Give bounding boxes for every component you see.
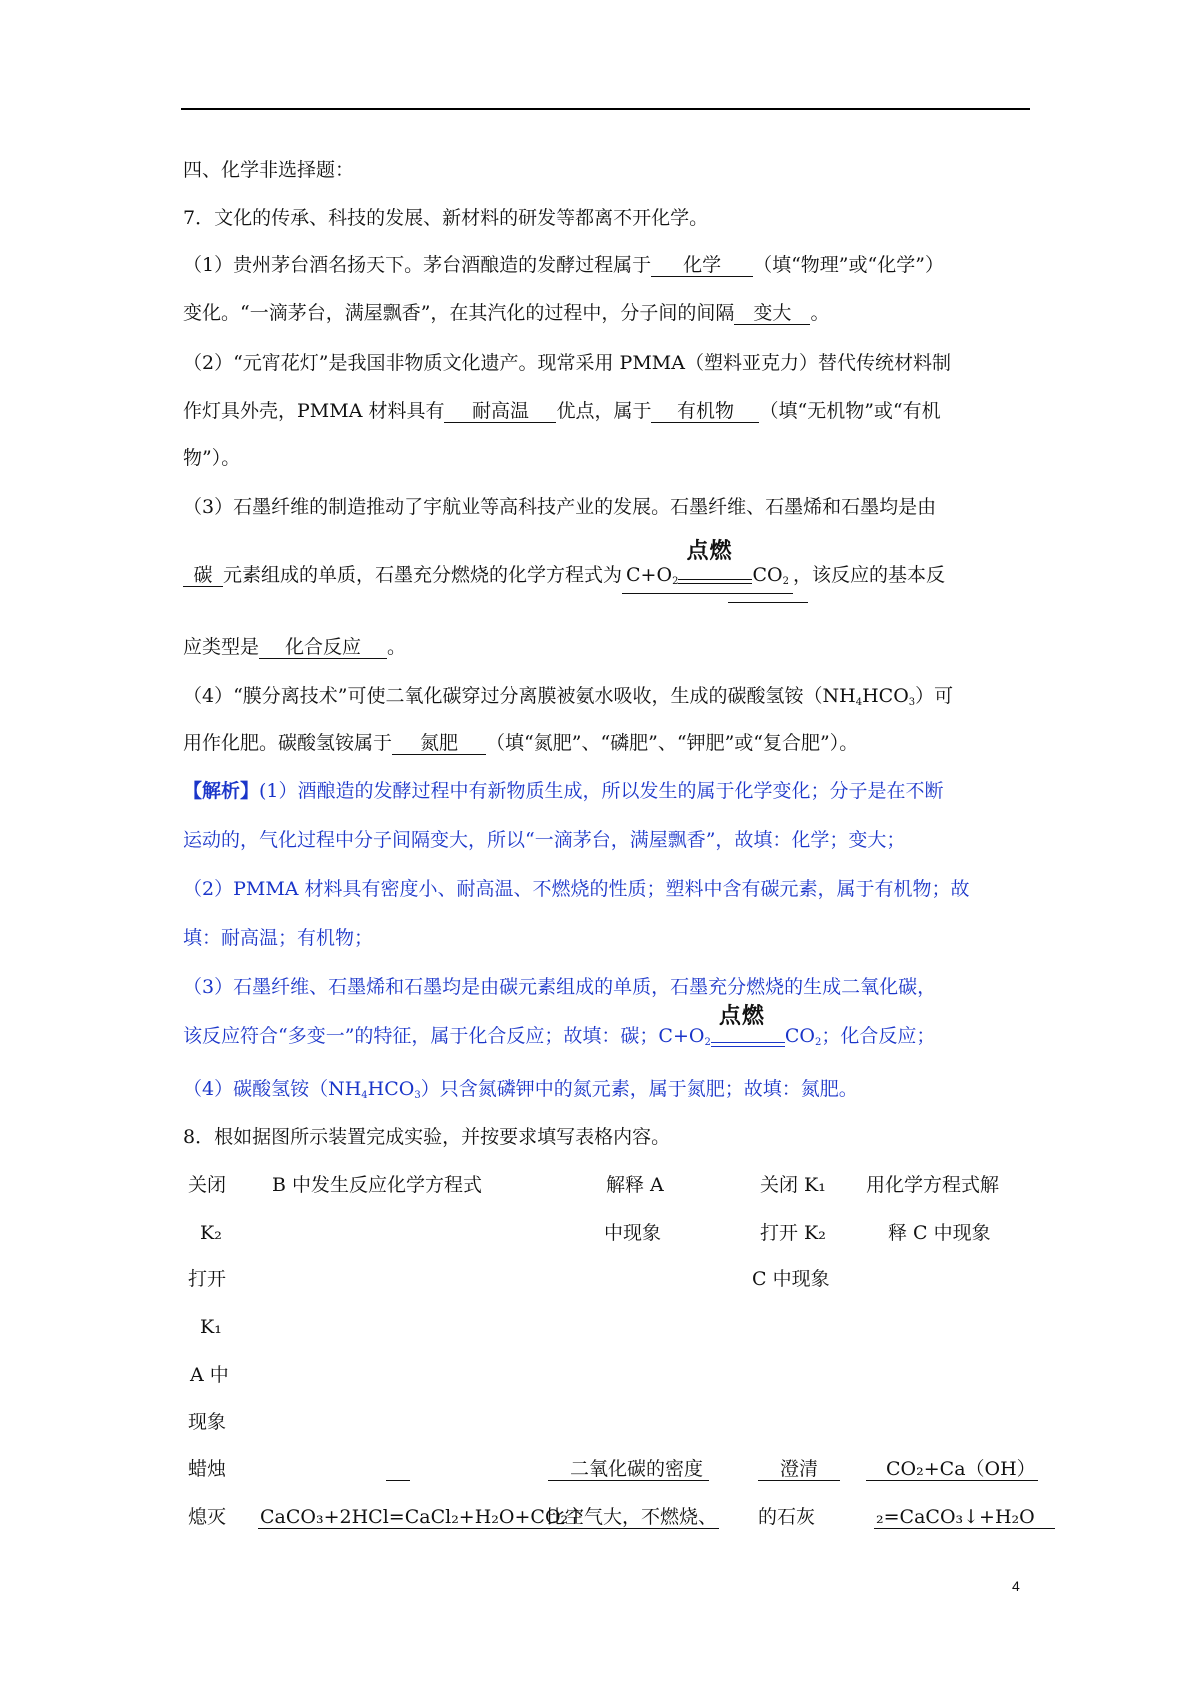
- q8-answer-c-line2: 的石灰: [758, 1506, 816, 1528]
- q8-answer-eq-line2: ₂=CaCO₃↓+H₂O: [874, 1504, 1055, 1530]
- q7-p2-line2: 作灯具外壳，PMMA 材料具有 耐高温 优点，属于 有机物 （填“无机物”或“有机: [183, 400, 941, 422]
- analysis-tag: 【解析】: [183, 780, 260, 802]
- q8-stem: 8．根如据图所示装置完成实验，并按要求填写表格内容。: [183, 1126, 671, 1148]
- q7-answer-4: 有机物: [651, 400, 759, 423]
- q7-p3-line1: （3）石墨纤维的制造推动了宇航业等高科技产业的发展。石墨纤维、石墨烯和石墨均是由: [183, 496, 937, 518]
- analysis-line3: （2）PMMA 材料具有密度小、耐高温、不燃烧的性质；塑料中含有碳元素，属于有机物；故: [183, 878, 970, 900]
- analysis-line6: 该反应符合“多变一”的特征，属于化合反应；故填：碳；$C+O_2$ 点燃 $CO_2$；化合反应；: [183, 1023, 935, 1056]
- table-col2-header: B 中发生反应化学方程式: [272, 1174, 483, 1196]
- table-col1-cell: K₂: [200, 1222, 222, 1244]
- table-col1-cell: A 中: [190, 1364, 229, 1386]
- analysis-line1: 【解析】(1）酒酿造的发酵过程中有新物质生成，所以发生的属于化学变化；分子是在不断: [183, 780, 944, 802]
- analysis-line2: 运动的，气化过程中分子间隔变大，所以“一滴茅台，满屋飘香”，故填：化学；变大；: [183, 829, 906, 851]
- q7-p4-line1: （4）“膜分离技术”可使二氧化碳穿过分离膜被氨水吸收，生成的碳酸氢铵$(NH_4HCO_3)$可: [183, 685, 954, 708]
- table-col1-cell: 熄灭: [188, 1506, 227, 1528]
- table-col1-cell: 打开: [188, 1268, 227, 1290]
- table-col5-header: 释 C 中现象: [888, 1222, 991, 1244]
- q7-equation: $C+O_2$ 点燃 $CO_2$: [622, 564, 793, 594]
- table-col4-header: 关闭 K₁: [760, 1174, 826, 1196]
- table-col5-header: 用化学方程式解: [866, 1174, 1000, 1196]
- q7-p2-line3: 物”）。: [183, 447, 241, 469]
- analysis-line5: （3）石墨纤维、石墨烯和石墨均是由碳元素组成的单质，石墨充分燃烧的生成二氧化碳，: [183, 976, 937, 998]
- q7-stem: 7．文化的传承、科技的发展、新材料的研发等都离不开化学。: [183, 207, 709, 229]
- q8-answer-eq-line1: CO₂+Ca（OH）: [866, 1456, 1038, 1482]
- table-col1-cell: 蜡烛: [188, 1458, 227, 1480]
- q7-answer-5: 碳: [183, 564, 223, 587]
- q8-answer-a-line2: 比空气大，不燃烧、: [546, 1506, 718, 1528]
- q7-p1-line2: 变化。“一滴茅台，满屋飘香”，在其汽化的过程中，分子间的间隔 变大 。: [183, 302, 830, 324]
- page-number: 4: [1012, 1578, 1020, 1594]
- q7-p1-line1: （1）贵州茅台酒名扬天下。茅台酒酿造的发酵过程属于 化学 （填“物理”或“化学”）: [183, 254, 944, 276]
- q7-answer-1: 化学: [651, 254, 753, 277]
- reaction-condition: 点燃: [678, 567, 752, 593]
- table-col3-header: 解释 A: [606, 1174, 664, 1196]
- q7-p4-line2: 用作化肥。碳酸氢铵属于 氮肥 （填“氮肥”、“磷肥”、“钾肥”或“复合肥”）。: [183, 732, 859, 754]
- q7-answer-7: 氮肥: [392, 732, 486, 755]
- analysis-line4: 填：耐高温；有机物；: [183, 927, 374, 949]
- table-col4-header: 打开 K₂: [760, 1222, 826, 1244]
- q7-answer-2: 变大: [734, 302, 810, 325]
- q7-answer-6: 化合反应: [259, 636, 387, 659]
- table-col3-header: 中现象: [604, 1222, 662, 1244]
- q7-p2-line1: （2）“元宵花灯”是我国非物质文化遗产。现常采用 PMMA（塑料亚克力）替代传统材料制: [183, 352, 951, 374]
- section-title: 四、化学非选择题：: [183, 159, 355, 181]
- header-rule: [181, 108, 1030, 110]
- table-col1-cell: K₁: [200, 1316, 222, 1338]
- q8-answer-b-equation: CaCO₃+2HCl=CaCl₂+H₂O+CO₂↑: [260, 1506, 585, 1528]
- table-col1-cell: 关闭: [188, 1174, 227, 1196]
- q8-answer-c-line1: 澄清: [758, 1456, 840, 1482]
- analysis-reaction-condition: 点燃: [711, 1030, 785, 1056]
- analysis-line7: （4）碳酸氢铵$(NH_4HCO_3)$只含氮磷钾中的氮元素，属于氮肥；故填：氮肥。: [183, 1078, 858, 1101]
- q7-answer-3: 耐高温: [444, 400, 556, 423]
- table-col4-header: C 中现象: [752, 1268, 830, 1290]
- table-col1-cell: 现象: [188, 1411, 227, 1433]
- q8-answer-a-line1: 二氧化碳的密度: [548, 1456, 709, 1482]
- q7-p3-line3: 应类型是 化合反应 。: [183, 636, 407, 658]
- q7-p3-line2: 碳 元素组成的单质，石墨充分燃烧的化学方程式为 $C+O_2$ 点燃 $CO_2$ ，该反应的基本反: [183, 562, 945, 594]
- equation-underline: [728, 602, 808, 603]
- q8-answer-blank-line: [386, 1480, 410, 1481]
